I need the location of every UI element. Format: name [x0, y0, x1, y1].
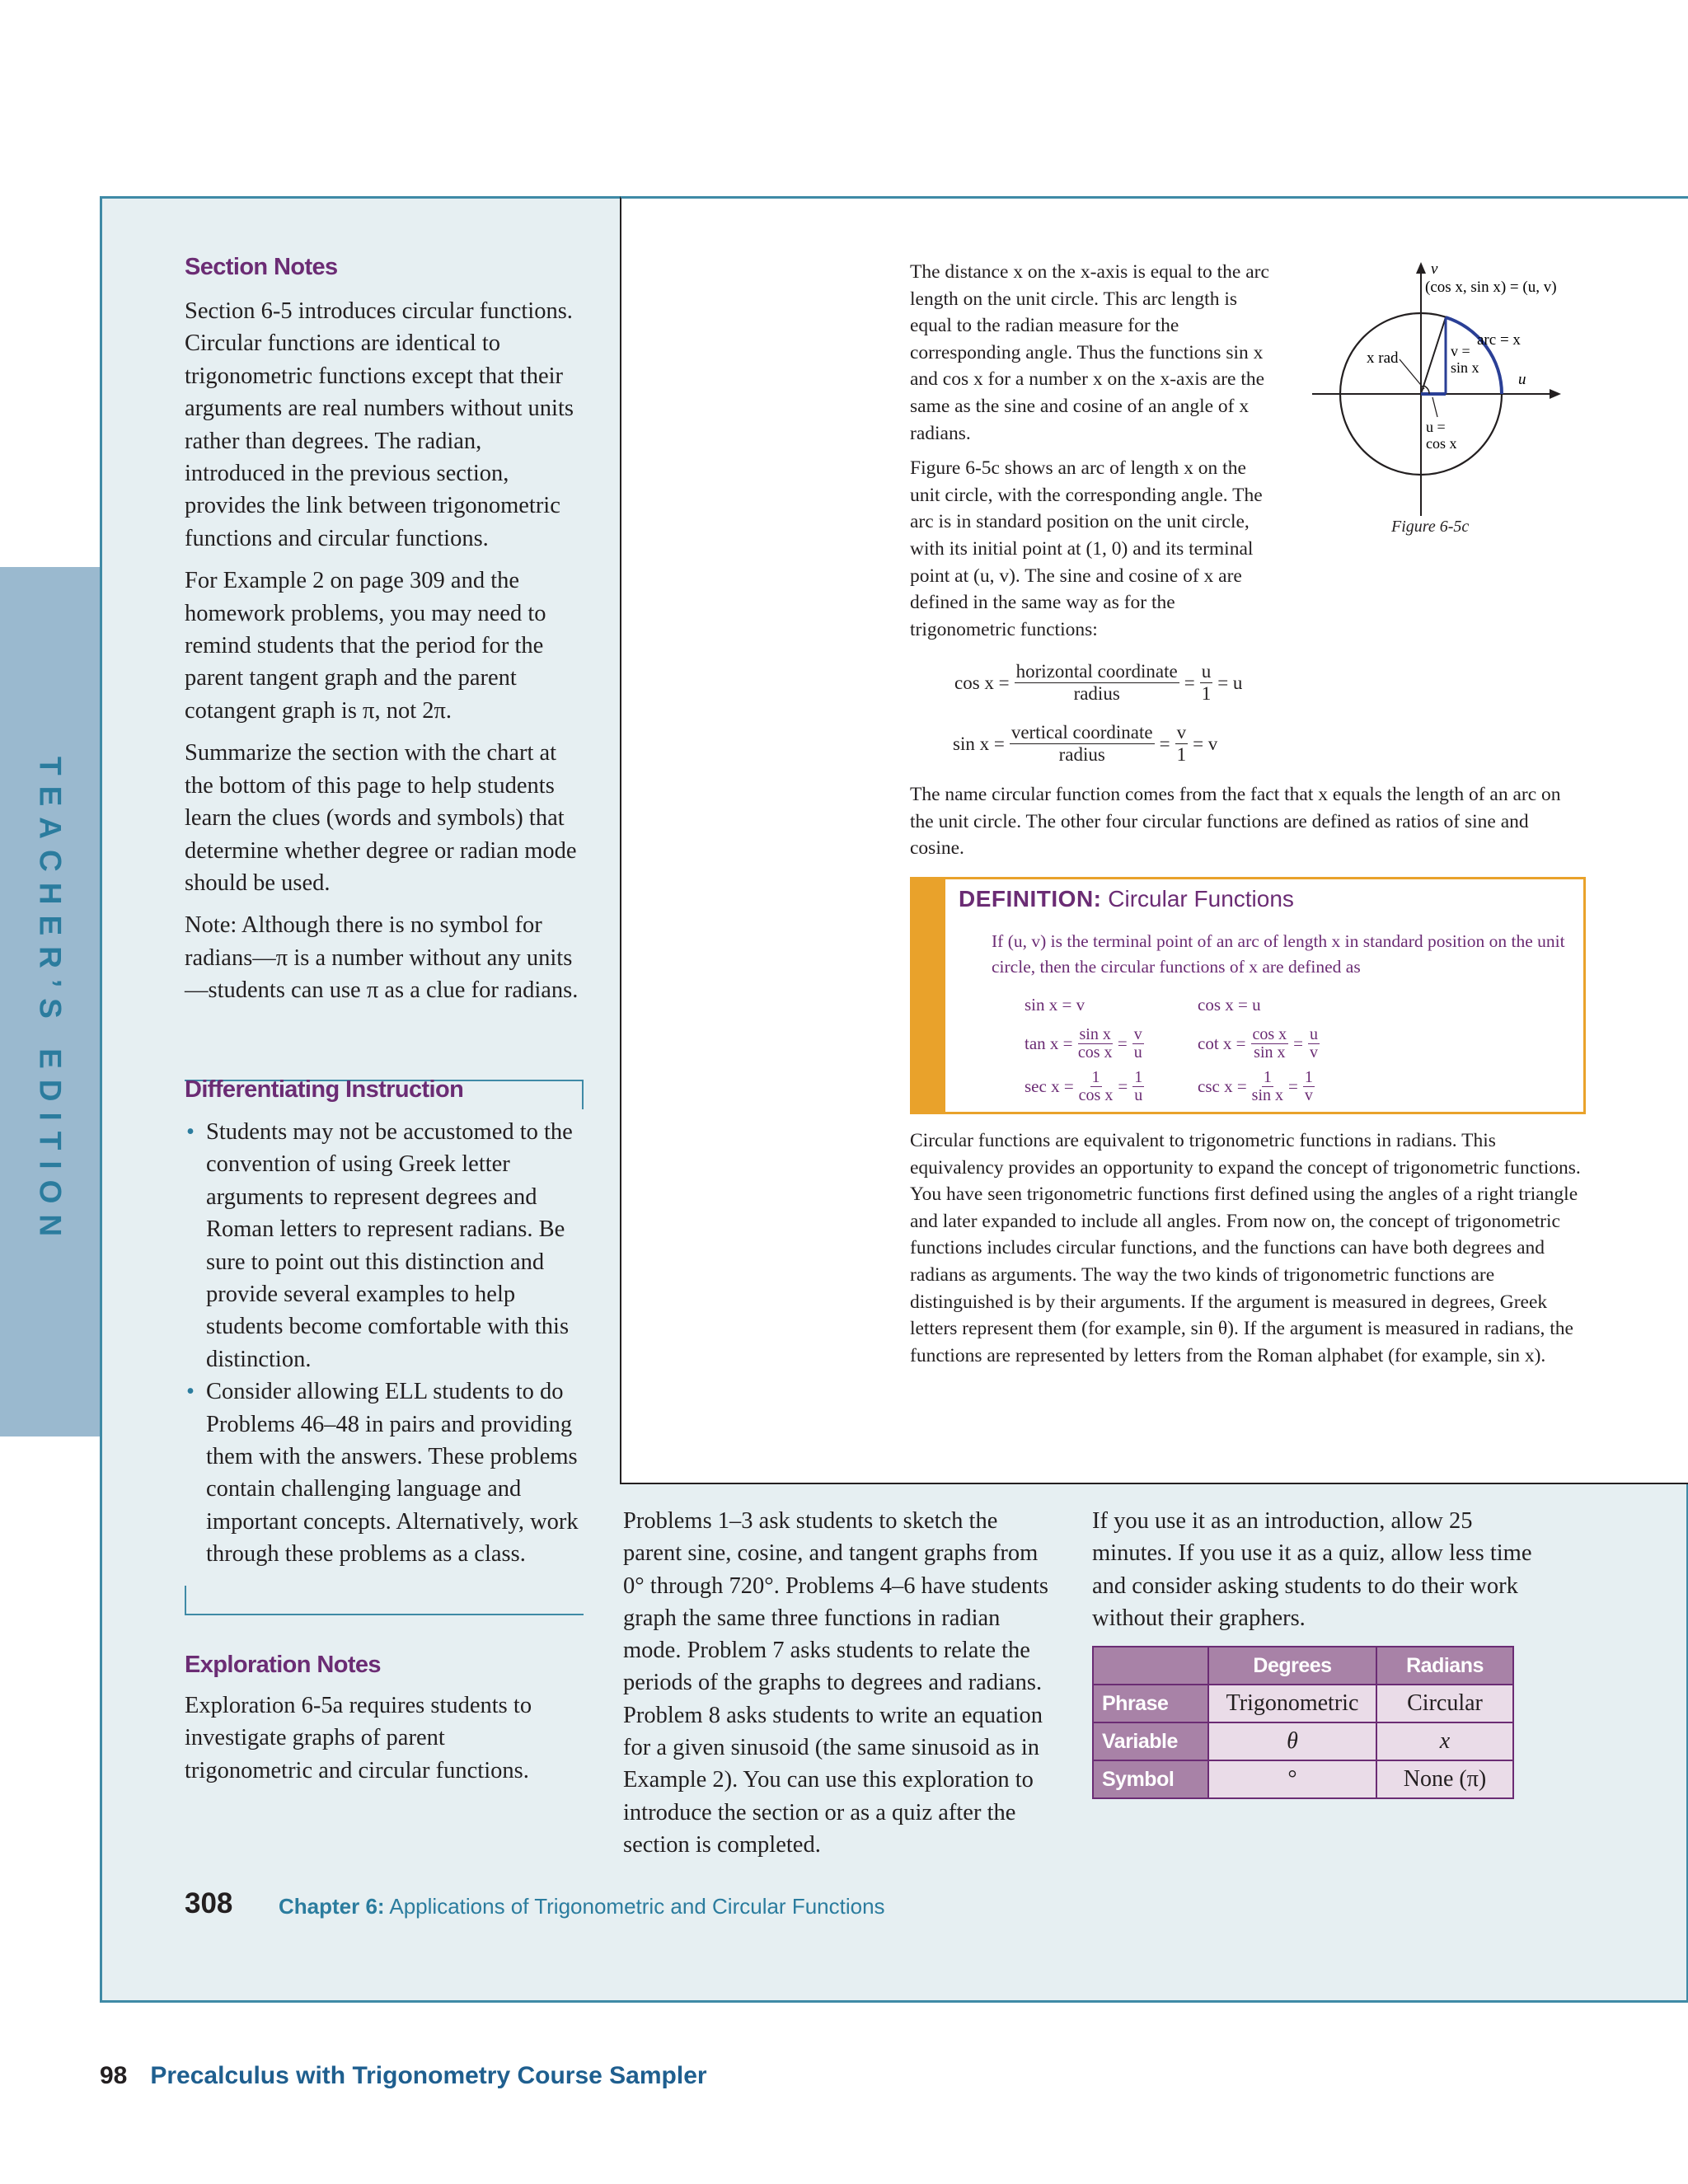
- def-sec-n2: 1: [1134, 1068, 1143, 1086]
- circular-name-text: [910, 781, 1569, 870]
- def-cot-n1: cos x: [1252, 1025, 1287, 1043]
- def-cot-d1: sin x: [1254, 1043, 1286, 1062]
- sampler-title: Precalculus with Trigonometry Course Sampler: [150, 2062, 707, 2089]
- sin-eq-num: vertical coordinate: [1010, 722, 1153, 743]
- def-tan-lhs: tan x =: [1025, 1033, 1073, 1053]
- section-notes-p1: Section 6-5 introduces circular functions. Circular functions are identical to trigonometric functions except that their arguments are real numbers without units rather than degrees. The radian, introduced in the previous section, provides the link between trigonometric functions and circular functions.: [185, 298, 574, 551]
- def-csc-frac2: [1303, 1069, 1315, 1104]
- def-csc-d1: sin x: [1251, 1086, 1284, 1104]
- bottom-notes-col2: If you use it as an introduction, allow 25 minutes. If you use it as a quiz, allow less time and consider asking students to do their work without their graphers.: [1092, 1508, 1532, 1631]
- para-equivalency: Circular functions are equivalent to trigonometric functions in radians. This equivalency provides an opportunity to expand the concept of trigonometric functions. You have seen trigonometric functions first defined using the angles of a right triangle and later expanded to include all angles. From now on, the concept of trigonometric functions includes circular functions, and the functions can have both degrees and radians as arguments. The way the two kinds of trigonometric functions are distinguished is by their arguments. If the argument is measured in degrees, Greek letters represent them (for example, sin θ). If the argument is measured in radians, the functions are represented by letters from the Roman alphabet (for example, sin x).: [910, 1130, 1581, 1366]
- para-distance: The distance x on the x-axis is equal to the arc length on the unit circle. This arc length is equal to the radian measure for the corresponding angle. Thus the functions sin x and cos x for a number x on the x-axis are the same as the sine and cosine of an angle of x radians.: [910, 261, 1269, 444]
- point-label: (cos x, sin x) = (u, v): [1425, 279, 1557, 296]
- definition-box: [910, 877, 1586, 1114]
- section-notes-p3: Summarize the section with the chart at the bottom of this page to help students learn the clues (words and symbols) that determine whether degree or radian mode should be used.: [185, 740, 577, 896]
- para-circular-name: The name circular function comes from the fact that x equals the length of an arc on the unit circle. The other four circular functions are defined as ratios of sine and cosine.: [910, 784, 1561, 860]
- definition-label: DEFINITION:: [959, 886, 1102, 912]
- table-cell-radians: Circular: [1376, 1685, 1513, 1722]
- def-cot-d2: v: [1310, 1043, 1319, 1062]
- table-row-label: Phrase: [1093, 1685, 1208, 1722]
- table-cell-degrees: °: [1208, 1760, 1376, 1798]
- degrees-radians-table: [1092, 1646, 1514, 1799]
- sin-eq-frac1: [1010, 722, 1155, 766]
- def-cot-eq: =: [1293, 1033, 1304, 1053]
- sin-equation: [953, 722, 1217, 766]
- definition-bar: [912, 879, 945, 1112]
- unit-circle-figure: [1306, 255, 1602, 519]
- side-tab-label-wrap: [0, 567, 100, 1436]
- table-cell-degrees: θ: [1208, 1722, 1376, 1760]
- cos-eq-num2: u: [1201, 661, 1212, 682]
- definition-title: [959, 886, 1294, 912]
- def-csc: [1198, 1069, 1320, 1104]
- table-row: [1093, 1685, 1513, 1722]
- table-header-degrees: Degrees: [1208, 1647, 1376, 1685]
- sin-eq-den: radius: [1058, 744, 1105, 765]
- arc-label: arc = x: [1477, 331, 1521, 349]
- table-header-row: [1093, 1647, 1513, 1685]
- chapter-footer: [279, 1894, 885, 1919]
- table-cell-radians: x: [1376, 1722, 1513, 1760]
- differentiating-heading: Differentiating Instruction: [185, 1076, 464, 1103]
- def-tan-frac2: [1132, 1026, 1144, 1062]
- sin-eq-frac2: [1175, 722, 1189, 766]
- student-text-top: [910, 259, 1276, 651]
- section-notes-p4: Note: Although there is no symbol for radians—π is a number without any units—students can use π as a clue for radians.: [185, 912, 579, 1004]
- section-notes: [185, 295, 585, 1017]
- equivalency-text: [910, 1127, 1586, 1377]
- sin-eq-num2: v: [1176, 722, 1187, 743]
- def-tan-d1: cos x: [1077, 1043, 1113, 1062]
- def-sec-d2: u: [1134, 1086, 1143, 1104]
- cos-eq-frac2: [1200, 661, 1213, 705]
- chapter-label: Chapter 6:: [279, 1894, 385, 1919]
- def-cos: cos x = u: [1198, 995, 1261, 1015]
- u-eq-line2: cos x: [1426, 435, 1457, 452]
- sin-eq-den2: 1: [1176, 744, 1187, 765]
- side-tab-label: TEACHER’S EDITION: [33, 756, 68, 1248]
- radius: [1421, 317, 1446, 394]
- exploration-text: Exploration 6-5a requires students to investigate graphs of parent trigonometric and circular functions.: [185, 1693, 532, 1783]
- def-tan-d2: u: [1133, 1043, 1142, 1062]
- u-axis-label: u: [1518, 371, 1526, 388]
- exploration-notes: [185, 1690, 572, 1797]
- sin-eq-mid: =: [1159, 733, 1170, 754]
- exploration-heading: Exploration Notes: [185, 1652, 381, 1678]
- def-sec-d1: cos x: [1078, 1086, 1114, 1104]
- table-header-radians: Radians: [1376, 1647, 1513, 1685]
- chapter-title: Applications of Trigonometric and Circular Functions: [389, 1894, 885, 1919]
- section-notes-heading: Section Notes: [185, 254, 338, 280]
- cos-equation: [954, 661, 1242, 705]
- differentiating-item: • Consider allowing ELL students to do Problems 46–48 in pairs and providing them with the answers. These problems contain challenging language and important concepts. Alternatively, work through these problems as a class.: [185, 1376, 588, 1570]
- sin-eq-lhs: sin x =: [953, 733, 1005, 754]
- v-axis-label: v: [1431, 260, 1438, 278]
- di-bottom-rule: [185, 1614, 584, 1615]
- def-sec: [1025, 1069, 1149, 1104]
- def-csc-eq: =: [1288, 1076, 1298, 1096]
- table-header-corner: [1093, 1647, 1208, 1685]
- def-sin: sin x = v: [1025, 995, 1085, 1015]
- def-csc-d2: v: [1304, 1086, 1313, 1104]
- definition-text: If (u, v) is the terminal point of an arc of length x in standard position on the unit circle, then the circular functions of x are defined as: [992, 931, 1565, 977]
- cos-eq-mid: =: [1184, 672, 1195, 693]
- cos-eq-num: horizontal coordinate: [1015, 661, 1178, 682]
- u-axis-arrow: [1550, 389, 1561, 399]
- def-sec-lhs: sec x =: [1025, 1076, 1074, 1096]
- differentiating-list-wrap: [185, 1116, 588, 1571]
- differentiating-list: [185, 1116, 588, 1571]
- def-sec-frac2: [1132, 1069, 1144, 1104]
- v-eq-line1: v =: [1451, 343, 1470, 359]
- def-csc-frac1: [1252, 1069, 1283, 1104]
- def-tan-n1: sin x: [1079, 1025, 1111, 1043]
- def-cot-frac1: [1251, 1026, 1289, 1062]
- def-tan-n2: v: [1133, 1025, 1142, 1043]
- bottom-notes-col1: Problems 1–3 ask students to sketch the parent sine, cosine, and tangent graphs from 0° through 720°. Problems 4–6 have students graph the same three functions in radian mode. Problem 7 asks students to relate the periods of the graphs to degrees and radians. Problem 8 asks students to write an equation for a given sinusoid (the same sinusoid as in Example 2). You can use this exploration to introduce the section or as a quiz after the section is completed.: [623, 1508, 1048, 1858]
- def-tan: [1025, 1026, 1149, 1062]
- cos-eq-den: radius: [1073, 683, 1120, 704]
- definition-name: Circular Functions: [1108, 886, 1294, 912]
- page-number: 308: [185, 1887, 233, 1919]
- def-cot-frac2: [1308, 1026, 1320, 1062]
- def-tan-frac1: [1078, 1026, 1113, 1062]
- di-top-tick: [582, 1080, 584, 1109]
- def-sec-eq: =: [1118, 1076, 1128, 1096]
- sampler-page-number: 98: [100, 2062, 128, 2089]
- def-tan-eq: =: [1117, 1033, 1128, 1053]
- u-eq-line1: u =: [1426, 419, 1446, 435]
- para-figure: Figure 6-5c shows an arc of length x on the unit circle, with the corresponding angle. The arc is in standard position on the unit circle, with its initial point at (1, 0) and its terminal point at (u, v). The sine and cosine of x are defined in the same way as for the trigonometric functions:: [910, 457, 1263, 640]
- cos-eq-rhs: = u: [1217, 672, 1243, 693]
- table-cell-degrees: Trigonometric: [1208, 1685, 1376, 1722]
- def-sec-frac1: [1079, 1069, 1114, 1104]
- differentiating-item: • Students may not be accustomed to the convention of using Greek letter arguments to represent degrees and Roman letters to represent radians. Be sure to point out this distinction and provide several examples to help students become comfortable with this distinction.: [185, 1116, 588, 1376]
- v-eq-line2: sin x: [1451, 359, 1479, 376]
- sampler-footer: [100, 2062, 707, 2090]
- cos-eq-frac1: [1015, 661, 1179, 705]
- sin-eq-rhs: = v: [1193, 733, 1218, 754]
- table-row-label: Symbol: [1093, 1760, 1208, 1798]
- di-bottom-tick: [185, 1586, 186, 1615]
- def-sec-n1: 1: [1091, 1068, 1100, 1086]
- table-cell-radians: None (π): [1376, 1760, 1513, 1798]
- figure-caption: Figure 6-5c: [1391, 518, 1470, 536]
- def-csc-n2: 1: [1304, 1068, 1313, 1086]
- u-pointer: [1432, 397, 1437, 417]
- def-csc-lhs: csc x =: [1198, 1076, 1247, 1096]
- table-row: [1093, 1722, 1513, 1760]
- table-row-label: Variable: [1093, 1722, 1208, 1760]
- cos-eq-den2: 1: [1201, 683, 1212, 704]
- cos-eq-lhs: cos x =: [954, 672, 1010, 693]
- angle-label: x rad: [1367, 349, 1399, 367]
- def-cot: [1198, 1026, 1325, 1062]
- def-cot-n2: u: [1310, 1025, 1319, 1043]
- def-cot-lhs: cot x =: [1198, 1033, 1246, 1053]
- def-csc-n1: 1: [1263, 1068, 1272, 1086]
- table-row: [1093, 1760, 1513, 1798]
- section-notes-p2: For Example 2 on page 309 and the homework problems, you may need to remind students that the period for the parent tangent graph and the parent cotangent graph is π, not 2π.: [185, 568, 546, 724]
- v-axis-arrow: [1416, 262, 1426, 274]
